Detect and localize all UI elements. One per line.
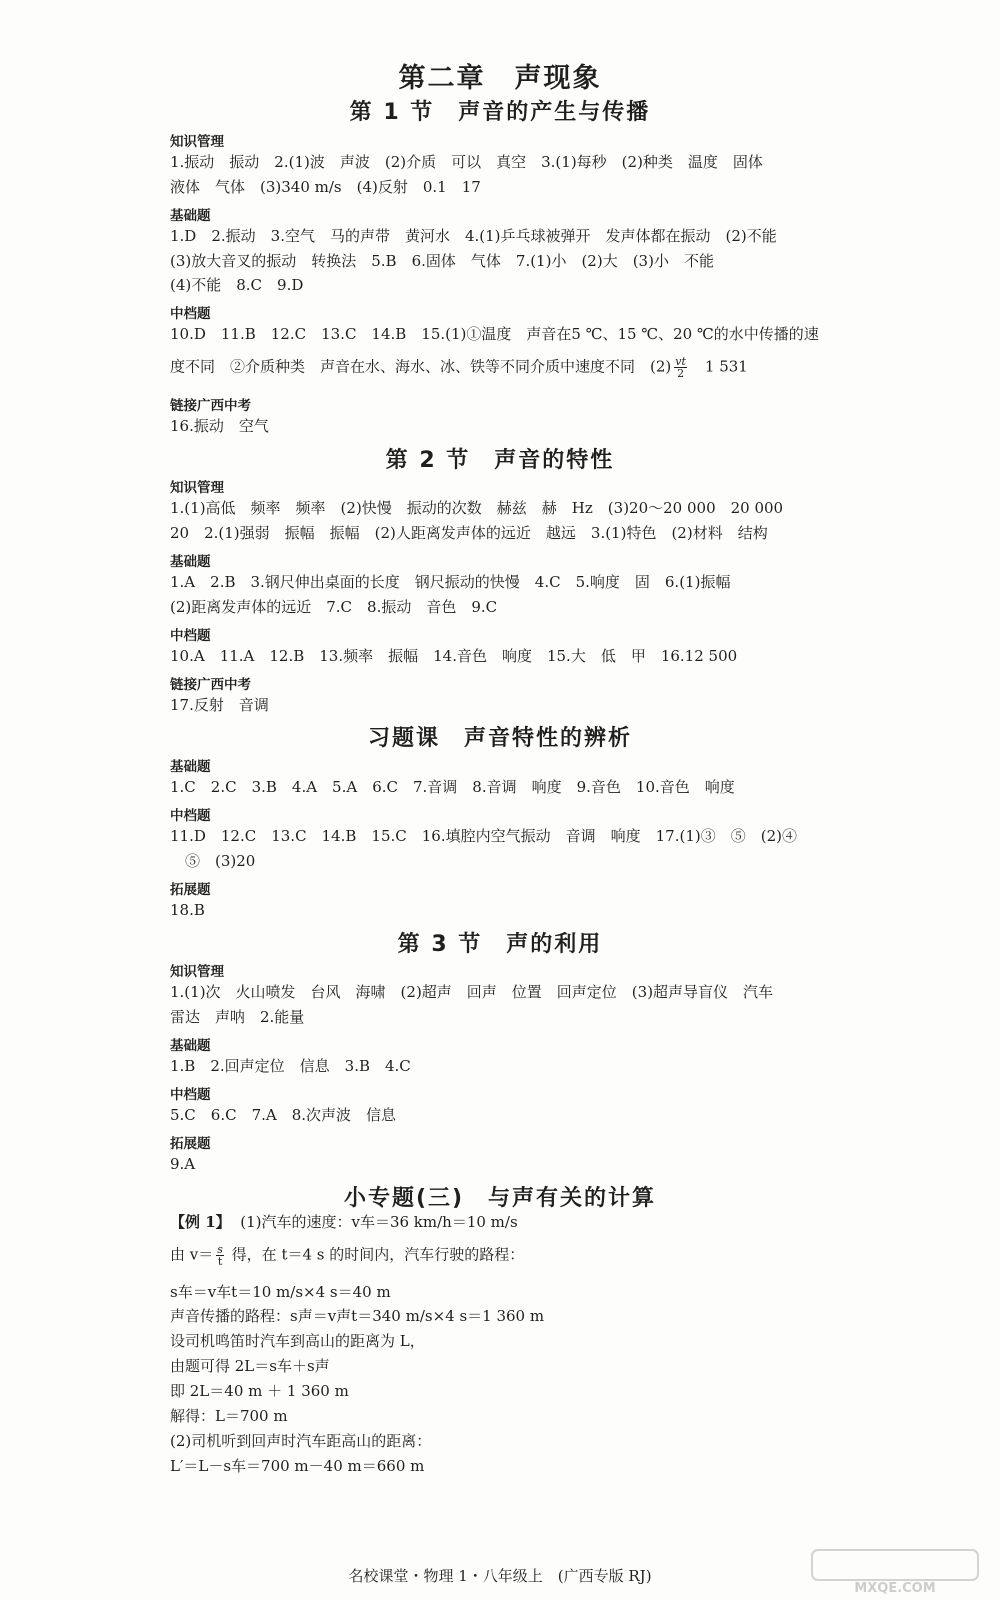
section-title-4: 第 3 节 声的利用: [397, 932, 603, 957]
answer-line: 9.A: [170, 1155, 196, 1173]
section-title-3: 习题课 声音特性的辨析: [367, 726, 632, 751]
answer-line: (3)放大音叉的振动 转换法 5.B 6.固体 气体 7.(1)小 (2)大 (3)小 不能: [170, 252, 714, 270]
solution-line: 即 2L＝40 m ＋ 1 360 m: [170, 1382, 349, 1400]
section-title-5: 小专题(三) 与声有关的计算: [343, 1186, 657, 1211]
answer-line: 10.D 11.B 12.C 13.C 14.B 15.(1)①温度 声音在5 ℃、15 ℃、20 ℃的水中传播的速: [170, 325, 819, 343]
label-mid: 中档题: [170, 808, 211, 824]
fraction-vt-over-2: $\frac{vt}{2}$: [675, 355, 686, 380]
solution-line: (2)司机听到回声时汽车距高山的距离：: [170, 1432, 432, 1450]
label-basic: 基础题: [170, 1038, 211, 1054]
answer-line: 11.D 12.C 13.C 14.B 15.C 16.填腔内空气振动 音调 响度 17.(1)③ ⑤ (2)④: [170, 827, 797, 845]
answer-line: 5.C 6.C 7.A 8.次声波 信息: [170, 1106, 397, 1124]
answer-line: 1.(1)次 火山喷发 台风 海啸 (2)超声 回声 位置 回声定位 (3)超声导盲仪 汽车: [170, 983, 774, 1001]
answer-line: 液体 气体 (3)340 m/s (4)反射 0.1 17: [170, 178, 481, 196]
solution-line-with-fraction: 由 v＝ $\frac{s}{t}$ 得，在 t＝4 s 的时间内，汽车行驶的路程：: [170, 1243, 525, 1268]
example-label: 【例 1】: [170, 1213, 231, 1231]
solution-line: s车＝v车t＝10 m/s×4 s＝40 m: [170, 1283, 391, 1301]
solution-line: 设司机鸣笛时汽车到高山的距离为 L，: [170, 1332, 425, 1350]
answer-line: (2)距离发声体的远近 7.C 8.振动 音色 9.C: [170, 598, 498, 616]
label-knowledge: 知识管理: [170, 480, 224, 496]
answer-line: 1.B 2.回声定位 信息 3.B 4.C: [170, 1057, 411, 1075]
label-link-exam: 链接广西中考: [170, 398, 251, 414]
answer-line: 10.A 11.A 12.B 13.频率 振幅 14.音色 响度 15.大 低 甲 16.12 500: [170, 647, 738, 665]
answer-line: 1.(1)高低 频率 频率 (2)快慢 振动的次数 赫兹 赫 Hz (3)20～20 000 20 000: [170, 499, 784, 517]
label-knowledge: 知识管理: [170, 964, 224, 980]
svg-text:MXQE.COM: MXQE.COM: [854, 1581, 936, 1596]
answer-line: 16.振动 空气: [170, 417, 269, 435]
label-extension: 拓展题: [170, 882, 211, 898]
label-mid: 中档题: [170, 306, 211, 322]
answer-line: 18.B: [170, 901, 205, 919]
label-basic: 基础题: [170, 759, 211, 775]
answer-line: 1.D 2.振动 3.空气 马的声带 黄河水 4.(1)乒乓球被弹开 发声体都在振动 (2)不能: [170, 227, 777, 245]
answer-line: 1.振动 振动 2.(1)波 声波 (2)介质 可以 真空 3.(1)每秒 (2)种类 温度 固体: [170, 153, 763, 171]
label-mid: 中档题: [170, 628, 211, 644]
label-basic: 基础题: [170, 208, 211, 224]
chapter-title: 第二章 声现象: [398, 63, 602, 94]
answer-line: (4)不能 8.C 9.D: [170, 276, 304, 294]
answer-line: ⑤ (3)20: [170, 852, 256, 870]
solution-line: 声音传播的路程：s声＝v声t＝340 m/s×4 s＝1 360 m: [170, 1307, 545, 1325]
answer-line: 1.C 2.C 3.B 4.A 5.A 6.C 7.音调 8.音调 响度 9.音色 10.音色 响度: [170, 778, 735, 796]
section-title-1: 第 1 节 声音的产生与传播: [349, 100, 651, 125]
answer-line: 1.A 2.B 3.钢尺伸出桌面的长度 钢尺振动的快慢 4.C 5.响度 固 6.(1)振幅: [170, 573, 731, 591]
answer-line: 20 2.(1)强弱 振幅 振幅 (2)人距离发声体的远近 越远 3.(1)特色 (2)材料 结构: [170, 524, 768, 542]
label-knowledge: 知识管理: [170, 134, 224, 150]
solution-line: L′＝L－s车＝700 m－40 m＝660 m: [170, 1457, 425, 1475]
answer-line-with-fraction: 度不同 ②介质种类 声音在水、海水、冰、铁等不同介质中速度不同 (2) $\frac{vt}{2}$ 1 531: [170, 355, 748, 380]
answer-line: 17.反射 音调: [170, 696, 269, 714]
label-mid: 中档题: [170, 1087, 211, 1103]
label-link-exam: 链接广西中考: [170, 677, 251, 693]
watermark-logo: [810, 1548, 980, 1596]
solution-line: 解得：L＝700 m: [170, 1407, 288, 1425]
answer-line: 雷达 声呐 2.能量: [170, 1008, 305, 1026]
fraction-s-over-t: $\frac{s}{t}$: [217, 1243, 223, 1268]
page-footer: 名校课堂・物理 1・八年级上 (广西专版 RJ): [348, 1567, 652, 1585]
solution-line: 【例 1】 (1)汽车的速度：v车＝36 km/h＝10 m/s: [170, 1213, 518, 1231]
label-extension: 拓展题: [170, 1136, 211, 1152]
section-title-2: 第 2 节 声音的特性: [385, 448, 615, 473]
label-basic: 基础题: [170, 554, 211, 570]
solution-line: 由题可得 2L＝s车＋s声: [170, 1357, 330, 1375]
